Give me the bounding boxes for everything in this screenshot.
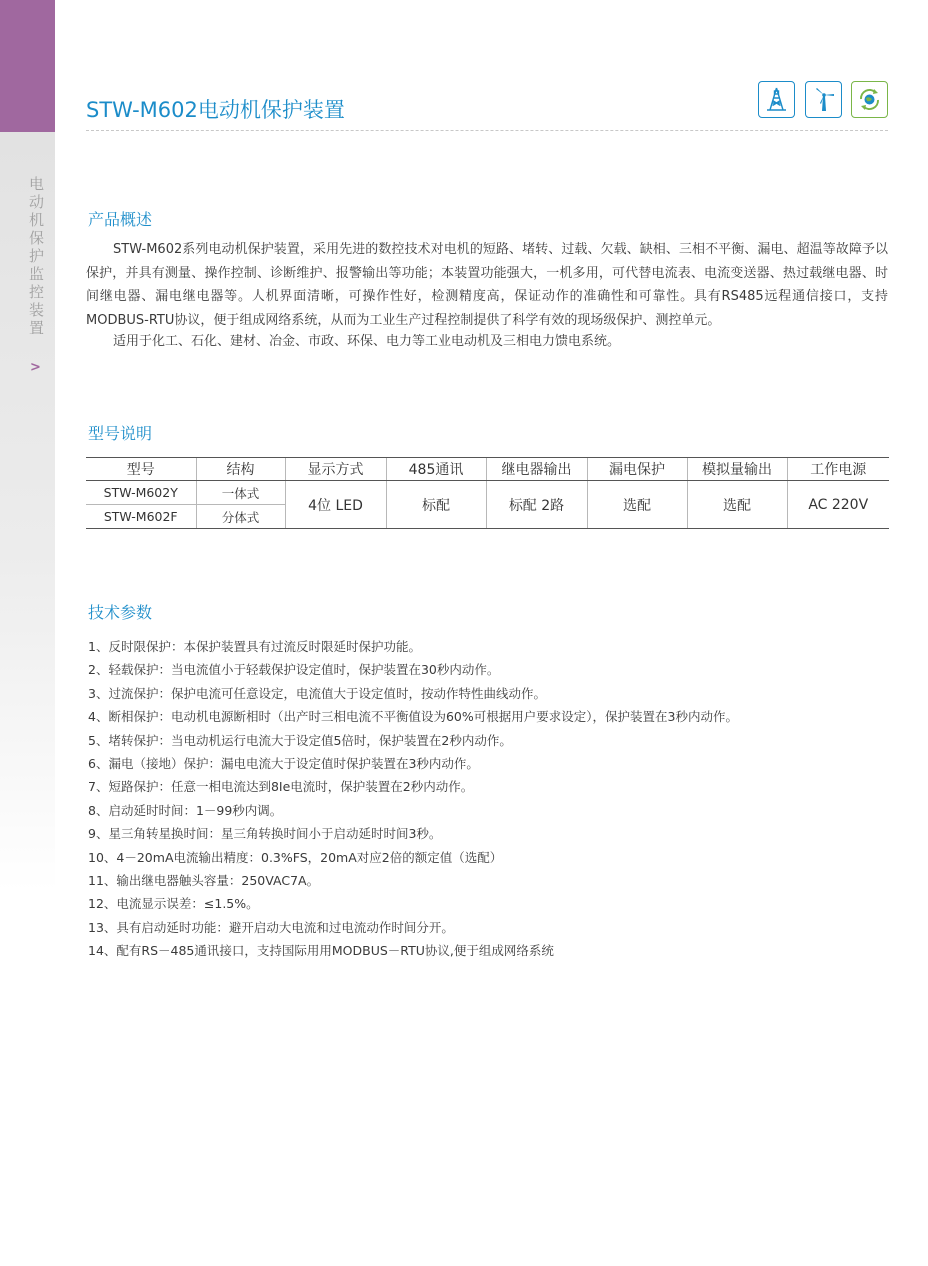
models-heading: 型号说明 bbox=[88, 424, 153, 443]
list-item: 4、断相保护：电动机电源断相时（出产时三相电流不平衡值设为60%可根据用户要求设定），保护装置在3秒内动作。 bbox=[88, 709, 738, 725]
column-header: 型号 bbox=[86, 458, 196, 481]
overview-paragraph-2: 适用于化工、石化、建材、冶金、市政、环保、电力等工业电动机及三相电力馈电系统。 bbox=[113, 334, 621, 349]
column-header: 工作电源 bbox=[787, 458, 889, 481]
specs-heading: 技术参数 bbox=[88, 603, 153, 622]
list-item: 8、启动延时时间：1－99秒内调。 bbox=[88, 802, 283, 818]
model-cell: STW-M602Y bbox=[86, 481, 196, 505]
list-item: 6、漏电（接地）保护：漏电电流大于设定值时保护装置在3秒内动作。 bbox=[88, 756, 479, 772]
column-header: 显示方式 bbox=[285, 458, 386, 481]
list-item: 14、配有RS－485通讯接口，支持国际用用MODBUS－RTU协议,便于组成网络系统 bbox=[88, 943, 554, 959]
analog-cell: 选配 bbox=[687, 481, 787, 529]
structure-cell: 分体式 bbox=[196, 505, 285, 529]
model-table bbox=[86, 457, 889, 529]
sidebar bbox=[0, 0, 55, 1266]
sidebar-arrow-icon: > bbox=[30, 360, 41, 375]
title-divider bbox=[86, 130, 888, 131]
list-item: 1、反时限保护：本保护装置具有过流反时限延时保护功能。 bbox=[88, 639, 421, 654]
list-item: 5、堵转保护：当电动机运行电流大于设定值5倍时，保护装置在2秒内动作。 bbox=[88, 732, 512, 748]
relay-cell: 标配 2路 bbox=[486, 481, 587, 529]
leakage-cell: 选配 bbox=[587, 481, 687, 529]
sidebar-color-block bbox=[0, 0, 55, 132]
list-item: 13、具有启动延时功能：避开启动大电流和过电流动作时间分开。 bbox=[88, 919, 454, 935]
list-item: 7、短路保护：任意一相电流达到8Ie电流时，保护装置在2秒内动作。 bbox=[88, 779, 474, 795]
column-header: 485通讯 bbox=[386, 458, 486, 481]
model-cell: STW-M602F bbox=[86, 505, 196, 529]
table-row bbox=[86, 481, 889, 505]
spec-list bbox=[88, 635, 888, 963]
structure-cell: 一体式 bbox=[196, 481, 285, 505]
oil-derrick-icon bbox=[758, 81, 795, 118]
rs485-cell: 标配 bbox=[386, 481, 486, 529]
list-item: 12、电流显示误差：≤1.5%。 bbox=[88, 896, 259, 912]
display-cell: 4位 LED bbox=[285, 481, 386, 529]
column-header: 漏电保护 bbox=[587, 458, 687, 481]
list-item: 2、轻载保护：当电流值小于轻载保护设定值时，保护装置在30秒内动作。 bbox=[88, 662, 500, 678]
header-icon-group bbox=[758, 81, 890, 123]
table-header-row bbox=[86, 458, 889, 481]
power-cell: AC 220V bbox=[787, 481, 889, 529]
list-item: 11、输出继电器触头容量：250VAC7A。 bbox=[88, 873, 320, 889]
wind-turbine-icon bbox=[805, 81, 842, 118]
sidebar-category-label: 电动机保护监控装置 bbox=[27, 176, 45, 338]
list-item: 10、4－20mA电流输出精度：0.3%FS，20mA对应2倍的额定值（选配） bbox=[88, 849, 503, 865]
overview-paragraph-1: STW-M602系列电动机保护装置，采用先进的数控技术对电机的短路、堵转、过载、欠载、缺相、三相不平衡、漏电、超温等故障予以保护，并具有测量、操作控制、诊断维护、报警输出等功能；本装置功能强大，一机多用，可代替电流表、电流变送器、热过载继电器、时间继电器、漏电继电器等。人机界面清晰，可操作性好，检测精度高，保证动作的准确性和可靠性。具有RS485远程通信接口，支持MODBUS-RTU协议，便于组成网络系统，从而为工业生产过程控制提供了科学有效的现场级保护、测控单元。 bbox=[86, 242, 888, 328]
column-header: 模拟量输出 bbox=[687, 458, 787, 481]
column-header: 继电器输出 bbox=[486, 458, 587, 481]
overview-heading: 产品概述 bbox=[88, 210, 153, 229]
list-item: 3、过流保护：保护电流可任意设定，电流值大于设定值时，按动作特性曲线动作。 bbox=[88, 685, 546, 701]
column-header: 结构 bbox=[196, 458, 285, 481]
page-title: STW-M602电动机保护装置 bbox=[86, 98, 345, 122]
recycle-globe-icon bbox=[851, 81, 888, 118]
list-item: 9、星三角转星换时间：星三角转换时间小于启动延时时间3秒。 bbox=[88, 826, 442, 842]
